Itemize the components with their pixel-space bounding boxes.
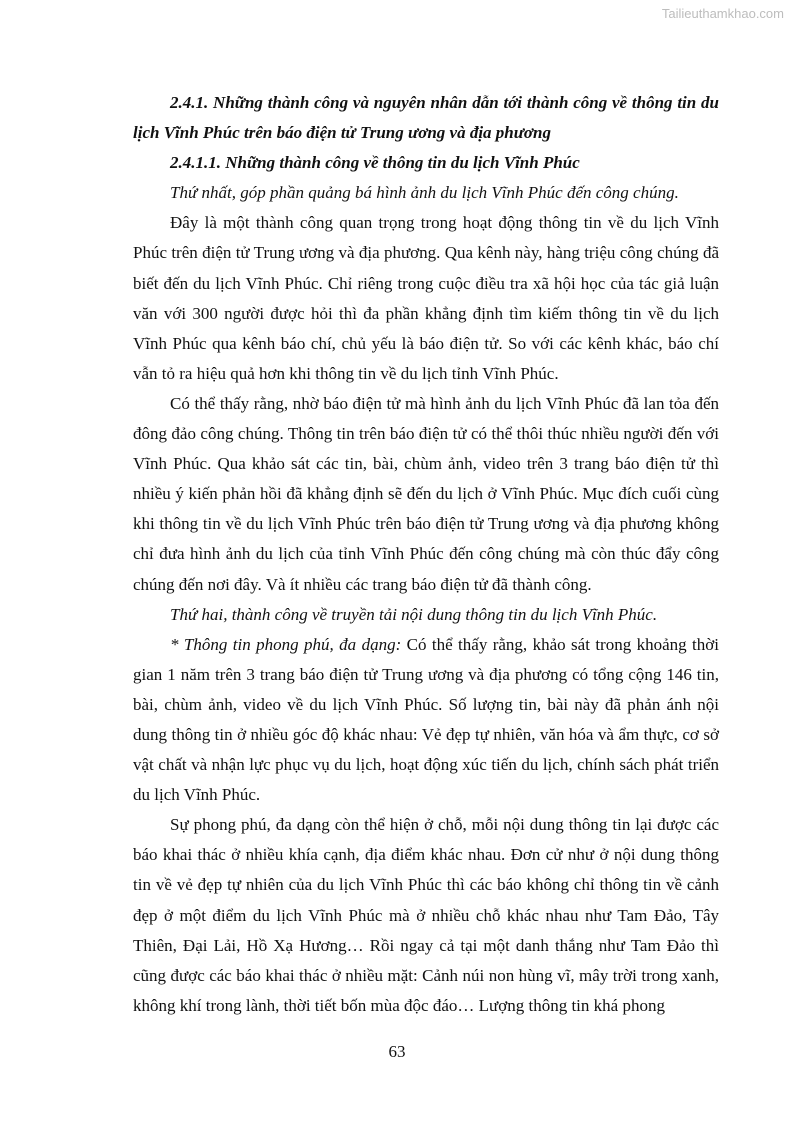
paragraph: Sự phong phú, đa dạng còn thể hiện ở chỗ, mỗi nội dung thông tin lại được các báo khai thác ở nhiều khía cạnh, địa điểm khác nhau. Đơn cử như ở nội dung thông tin về vẻ đẹp tự nhiên của du lịch Vĩnh Phúc thì các báo không chỉ thông tin về cảnh đẹp ở một điểm du lịch Vĩnh Phúc mà ở nhiều chỗ khác nhau như Tam Đảo, Tây Thiên, Đại Lải, Hồ Xạ Hương… Rồi ngay cả tại một danh thắng như Tam Đảo thì cũng được các báo khai thác ở nhiều mặt: Cảnh núi non hùng vĩ, mây trời trong xanh, không khí trong lành, thời tiết bốn mùa độc đáo… Lượng thông tin khá phong xyxy=(133,815,719,1015)
subsection-heading: 2.4.1.1. Những thành công về thông tin du lịch Vĩnh Phúc xyxy=(170,153,580,173)
paragraph-lead: * Thông tin phong phú, đa dạng: xyxy=(170,634,402,654)
point-heading-first: Thứ nhất, góp phần quảng bá hình ảnh du lịch Vĩnh Phúc đến công chúng. xyxy=(170,183,679,203)
paragraph: Đây là một thành công quan trọng trong hoạt động thông tin về du lịch Vĩnh Phúc trên điện tử Trung ương và địa phương. Qua kênh này, hàng triệu công chúng đã biết đến du lịch Vĩnh Phúc. Chỉ riêng trong cuộc điều tra xã hội học của tác giả luận văn với 300 người được hỏi thì đa phần khẳng định tìm kiếm thông tin về du lịch Vĩnh Phúc qua kênh báo chí, chủ yếu là báo điện tử. So với các kênh khác, báo chí vẫn tỏ ra hiệu quả hơn khi thông tin về du lịch tỉnh Vĩnh Phúc. xyxy=(133,213,719,383)
page-number: 63 xyxy=(388,1042,406,1061)
document-body xyxy=(133,88,719,1021)
section-heading: 2.4.1. Những thành công và nguyên nhân dẫn tới thành công về thông tin du lịch Vĩnh Phúc trên báo điện tử Trung ương và địa phương xyxy=(133,93,719,143)
paragraph xyxy=(133,630,719,811)
paragraph: Có thể thấy rằng, nhờ báo điện tử mà hình ảnh du lịch Vĩnh Phúc đã lan tỏa đến đông đảo công chúng. Thông tin trên báo điện tử có thể thôi thúc nhiều người đến với Vĩnh Phúc. Qua khảo sát các tin, bài, chùm ảnh, video trên 3 trang báo điện tử thì nhiều ý kiến phản hồi đã khẳng định sẽ đến du lịch ở Vĩnh Phúc. Mục đích cuối cùng khi thông tin về du lịch Vĩnh Phúc trên báo điện tử Trung ương và địa phương không chỉ đưa hình ảnh du lịch của tỉnh Vĩnh Phúc đến công chúng mà còn thúc đẩy công chúng đến nơi đây. Và ít nhiều các trang báo điện tử đã thành công. xyxy=(133,393,719,594)
paragraph-body: Có thể thấy rằng, khảo sát trong khoảng thời gian 1 năm trên 3 trang báo điện tử Trung ương và địa phương có tổng cộng 146 tin, bài, chùm ảnh, video về du lịch Vĩnh Phúc. Số lượng tin, bài này đã phản ánh nội dung thông tin ở nhiều góc độ khác nhau: Vẻ đẹp tự nhiên, văn hóa và ẩm thực, cơ sở vật chất và nhận lực phục vụ du lịch, hoạt động xúc tiến du lịch, chính sách phát triển du lịch Vĩnh Phúc. xyxy=(133,634,719,805)
point-heading-second: Thứ hai, thành công về truyền tải nội dung thông tin du lịch Vĩnh Phúc. xyxy=(170,604,658,624)
watermark: Tailieuthamkhao.com xyxy=(661,6,784,21)
